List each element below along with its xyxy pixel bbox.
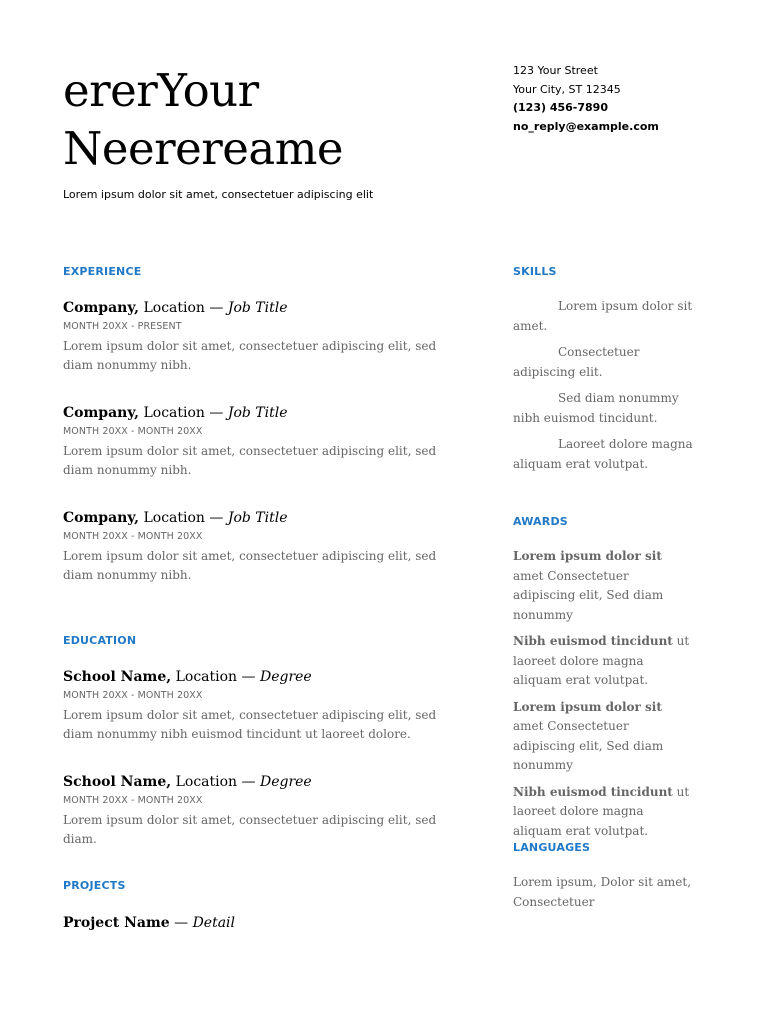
contact-city: Your City, ST 12345 (513, 82, 621, 96)
skill-item: Lorem ipsum dolor sit amet. (513, 299, 693, 333)
entry-role: Degree (259, 774, 312, 790)
entry-role: Job Title (227, 510, 288, 526)
experience-heading: EXPERIENCE (63, 265, 142, 278)
contact-phone: (123) 456-7890 (513, 101, 608, 114)
contact-street: 123 Your Street (513, 64, 598, 77)
entry-description: Lorem ipsum dolor sit amet, consectetuer adipiscing elit, sed diam nonummy nibh. (63, 444, 437, 477)
entry-title (63, 299, 453, 317)
entry-description: Lorem ipsum dolor sit amet, consectetuer adipiscing elit, sed diam nonummy nibh. (63, 339, 437, 372)
entry-description: Lorem ipsum dolor sit amet, consectetuer adipiscing elit, sed diam. (63, 813, 437, 846)
entry-org: Company, (63, 405, 140, 421)
entry-title (63, 668, 453, 686)
entry-org: School Name, (63, 774, 172, 790)
entry-org: Company, (63, 300, 140, 316)
award-name: Lorem ipsum dolor sit (513, 699, 662, 714)
name-line-2: Neerereame (63, 122, 344, 175)
entry-date: MONTH 20XX - MONTH 20XX (63, 426, 203, 437)
education-entry (63, 773, 453, 849)
experience-entry (63, 404, 453, 480)
award-detail: amet Consectetuer adipiscing elit, Sed diam nonummy (513, 719, 664, 772)
award-name: Lorem ipsum dolor sit (513, 549, 662, 563)
entry-org: Project Name (63, 915, 170, 931)
entry-location: Location — (171, 669, 260, 685)
education-entry (63, 668, 453, 744)
education-heading: EDUCATION (63, 634, 137, 647)
skill-item: Sed diam nonummy nibh euismod tincidunt. (513, 391, 679, 425)
entry-date: MONTH 20XX - MONTH 20XX (63, 690, 203, 701)
entry-title (63, 404, 453, 422)
entry-location: Location — (139, 300, 228, 316)
resume-name (63, 62, 483, 178)
award-item (513, 632, 693, 691)
contact-email: no_reply@example.com (513, 119, 659, 133)
contact-block (513, 62, 659, 136)
entry-title (63, 773, 453, 791)
name-line-1: ererYour (63, 64, 259, 117)
skill-item: Consectetuer adipiscing elit. (513, 345, 640, 379)
award-item (513, 547, 693, 625)
languages-text: Lorem ipsum, Dolor sit amet, Consectetuer (513, 875, 692, 909)
award-item (513, 698, 693, 776)
experience-entry (63, 509, 453, 585)
entry-date: MONTH 20XX - MONTH 20XX (63, 531, 203, 542)
entry-role: Job Title (227, 405, 288, 421)
entry-title (63, 914, 453, 932)
award-name: Nibh euismod tincidunt (513, 634, 673, 648)
entry-date: MONTH 20XX - MONTH 20XX (63, 795, 203, 806)
awards-list (513, 547, 693, 848)
languages-heading: LANGUAGES (513, 841, 591, 854)
entry-org: School Name, (63, 669, 172, 685)
award-name: Nibh euismod tincidunt (513, 784, 673, 799)
entry-role: Detail (192, 915, 236, 931)
skills-list (513, 297, 693, 481)
experience-entry (63, 299, 453, 375)
entry-date: MONTH 20XX - PRESENT (63, 321, 182, 332)
tagline: Lorem ipsum dolor sit amet, consectetuer adipiscing elit (63, 188, 374, 201)
entry-description: Lorem ipsum dolor sit amet, consectetuer adipiscing elit, sed diam nonummy nibh euismod tincidunt ut laoreet dolore. (63, 708, 437, 741)
entry-org: Company, (63, 510, 140, 526)
entry-location: Location — (171, 774, 260, 790)
award-detail: ut laoreet dolore magna aliquam erat volutpat. (513, 784, 690, 838)
award-detail: ut laoreet dolore magna aliquam erat volutpat. (513, 634, 690, 687)
projects-heading: PROJECTS (63, 879, 126, 892)
project-entry (63, 914, 453, 932)
entry-role: Job Title (227, 300, 288, 316)
awards-heading: AWARDS (513, 515, 568, 528)
entry-role: Degree (259, 669, 312, 685)
award-detail: amet Consectetuer adipiscing elit, Sed diam nonummy (513, 568, 664, 622)
skills-heading: SKILLS (513, 265, 557, 278)
entry-location: Location — (139, 510, 228, 526)
award-item (513, 783, 693, 842)
entry-location: — (169, 915, 193, 931)
entry-description: Lorem ipsum dolor sit amet, consectetuer adipiscing elit, sed diam nonummy nibh. (63, 549, 437, 582)
entry-title (63, 509, 453, 527)
entry-location: Location — (139, 405, 228, 421)
skill-item: Laoreet dolore magna aliquam erat volutpat. (513, 437, 693, 471)
